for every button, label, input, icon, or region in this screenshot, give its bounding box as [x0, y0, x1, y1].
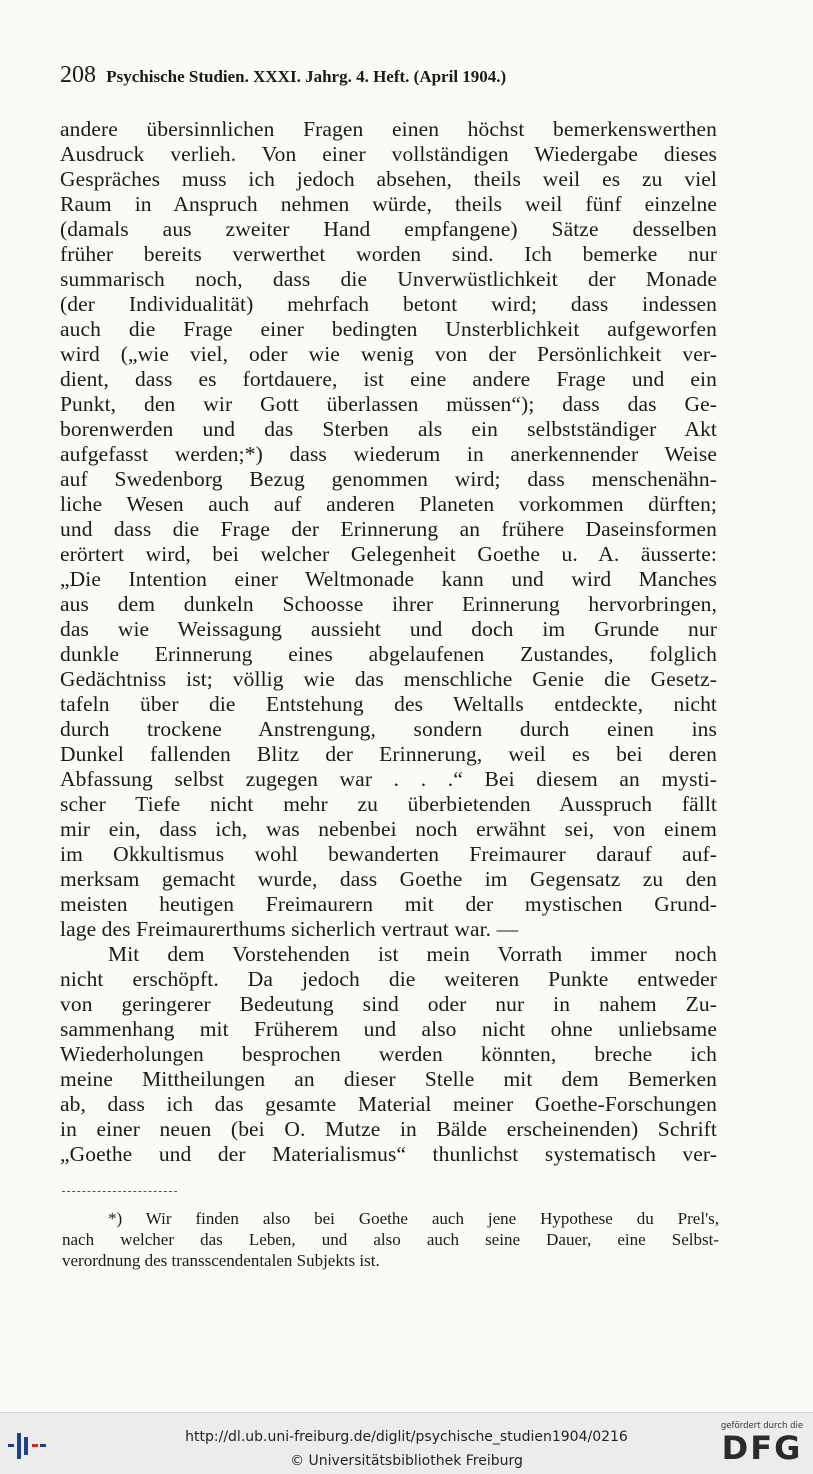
text-line: Punkt, den wir Gott überlassen müssen“); dass das Ge- [60, 392, 717, 416]
running-title: Psychische Studien. XXXI. Jahrg. 4. Heft. (April 1904.) [106, 67, 507, 86]
text-line: Mit dem Vorstehenden ist mein Vorrath immer noch [108, 942, 717, 966]
text-line: sammenhang mit Früherem und also nicht ohne unliebsame [60, 1017, 717, 1041]
text-line: durch trockene Anstrengung, sondern durch einen ins [60, 717, 717, 741]
body-text [60, 117, 717, 1167]
dfg-logo-text: DFG [721, 1429, 803, 1467]
text-line: auch die Frage einer bedingten Unsterblichkeit aufgeworfen [60, 317, 717, 341]
text-line: (der Individualität) mehrfach betont wird; dass indessen [60, 292, 717, 316]
text-line: Gespräches muss ich jedoch absehen, theils weil es zu viel [60, 167, 717, 191]
text-line: liche Wesen auch auf anderen Planeten vorkommen dürften; [60, 492, 717, 516]
text-line: früher bereits verwerthet worden sind. Ich bemerke nur [60, 242, 717, 266]
text-line: nicht erschöpft. Da jedoch die weiteren Punkte entweder [60, 967, 717, 991]
footnote-line: verordnung des transscendentalen Subjekts ist. [62, 1251, 380, 1270]
running-header [60, 62, 720, 89]
text-line: meisten heutigen Freimaurern mit der mystischen Grund- [60, 892, 717, 916]
dfg-logo [716, 1421, 808, 1469]
text-line: dunkle Erinnerung eines abgelaufenen Zustandes, folglich [60, 642, 717, 666]
text-line: merksam gemacht wurde, dass Goethe im Gegensatz zu den [60, 867, 717, 891]
text-line: das wie Weissagung aussieht und doch im Grunde nur [60, 617, 717, 641]
footnote [62, 1208, 719, 1271]
copyright-notice: © Universitätsbibliothek Freiburg [290, 1453, 523, 1469]
text-line: aufgefasst werden;*) dass wiederum in anerkennender Weise [60, 442, 717, 466]
text-line: Abfassung selbst zugegen war . . .“ Bei diesem an mysti- [60, 767, 717, 791]
text-line: im Okkultismus wohl bewanderten Freimaurer darauf auf- [60, 842, 717, 866]
viewer-footer [0, 1412, 813, 1474]
text-line: (damals aus zweiter Hand empfangene) Sätze desselben [60, 217, 717, 241]
text-line: andere übersinnlichen Fragen einen höchst bemerkenswerthen [60, 117, 717, 141]
text-line: summarisch noch, dass die Unverwüstlichkeit der Monade [60, 267, 717, 291]
text-line: Gedächtniss ist; völlig wie das menschliche Genie die Gesetz- [60, 667, 717, 691]
text-line: mir ein, dass ich, was nebenbei noch erwähnt sei, von einem [60, 817, 717, 841]
text-line: erörtert wird, bei welcher Gelegenheit Goethe u. A. äusserte: [60, 542, 717, 566]
text-line: Dunkel fallenden Blitz der Erinnerung, weil es bei deren [60, 742, 717, 766]
text-line: tafeln über die Entstehung des Weltalls entdeckte, nicht [60, 692, 717, 716]
text-line: Raum in Anspruch nehmen würde, theils weil fünf einzelne [60, 192, 717, 216]
text-line: borenwerden und das Sterben als ein selbstständiger Akt [60, 417, 717, 441]
dfg-tagline: gefördert durch die [720, 1421, 804, 1431]
text-line: „Die Intention einer Weltmonade kann und wird Manches [60, 567, 717, 591]
footnote-line: nach welcher das Leben, und also auch seine Dauer, eine Selbst- [62, 1230, 719, 1249]
text-line: in einer neuen (bei O. Mutze in Bälde erscheinenden) Schrift [60, 1117, 717, 1141]
page-number: 208 [60, 62, 96, 88]
footnote-divider [62, 1191, 177, 1192]
text-line: wird („wie viel, oder wie wenig von der Persönlichkeit ver- [60, 342, 717, 366]
text-line: von geringerer Bedeutung sind oder nur in nahem Zu- [60, 992, 717, 1016]
text-line: meine Mittheilungen an dieser Stelle mit dem Bemerken [60, 1067, 717, 1091]
footnote-line: *) Wir finden also bei Goethe auch jene Hypothese du Prel's, [108, 1209, 719, 1228]
text-line: auf Swedenborg Bezug genommen wird; dass menschenähn- [60, 467, 717, 491]
text-line: dient, dass es fortdauere, ist eine andere Frage und ein [60, 367, 717, 391]
text-line: und dass die Frage der Erinnerung an frühere Daseinsformen [60, 517, 717, 541]
text-line: Ausdruck verlieh. Von einer vollständigen Wiedergabe dieses [60, 142, 717, 166]
text-line: ab, dass ich das gesamte Material meiner Goethe-Forschungen [60, 1092, 717, 1116]
text-line: „Goethe und der Materialismus“ thunlichst systematisch ver- [60, 1142, 717, 1166]
page-url-link[interactable]: http://dl.ub.uni-freiburg.de/diglit/psychische_studien1904/0216 [185, 1429, 628, 1445]
text-line: aus dem dunkeln Schoosse ihrer Erinnerung hervorbringen, [60, 592, 717, 616]
text-line: scher Tiefe nicht mehr zu überbietenden Ausspruch fällt [60, 792, 717, 816]
text-line: Wiederholungen besprochen werden könnten, breche ich [60, 1042, 717, 1066]
text-line: lage des Freimaurerthums sicherlich vertraut war. — [60, 917, 519, 941]
